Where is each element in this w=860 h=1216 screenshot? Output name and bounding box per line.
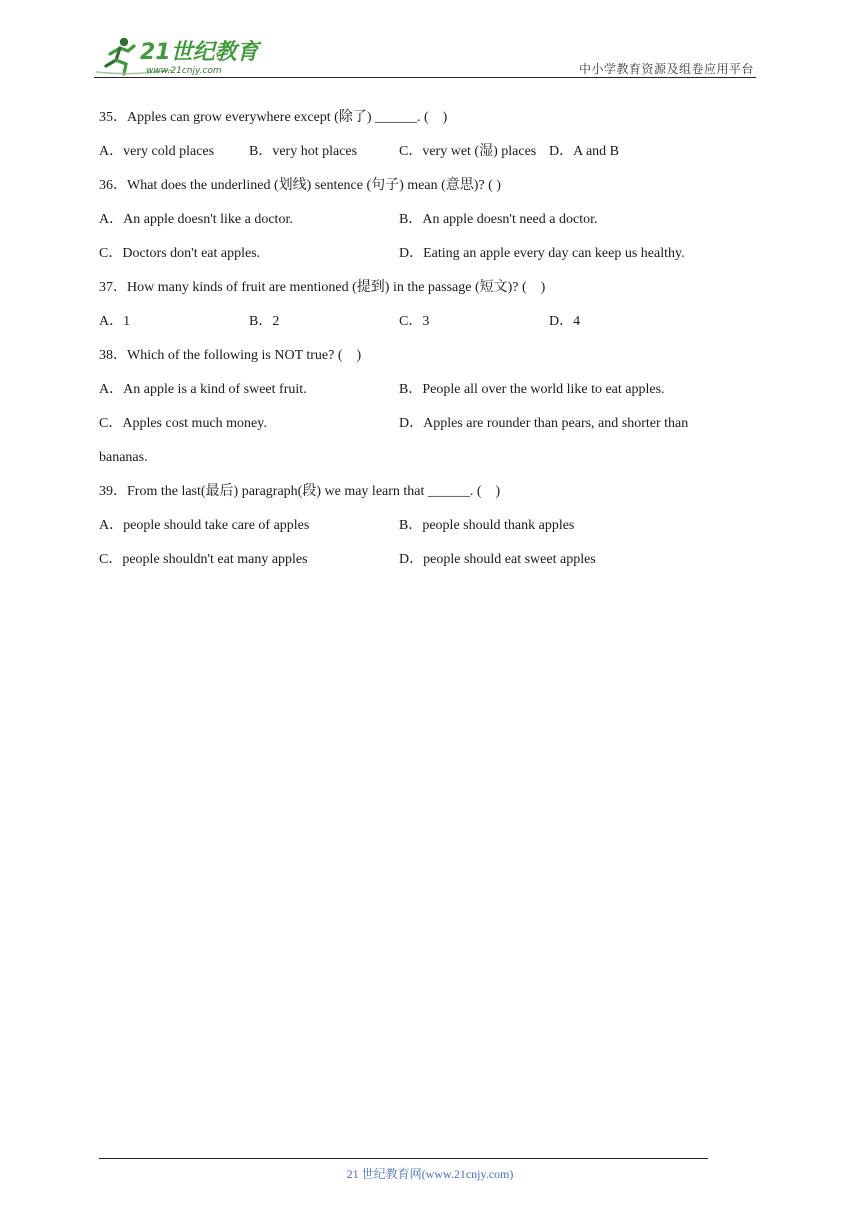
option-letter: A． bbox=[99, 144, 124, 159]
option-d-continuation bbox=[99, 441, 739, 475]
option-c[interactable] bbox=[399, 142, 549, 162]
question-37-text: 37．How many kinds of fruit are mentioned (提到) in the passage (短文)? ( ) bbox=[99, 280, 546, 295]
question-38-options-row-1 bbox=[99, 373, 739, 407]
option-letter: A． bbox=[99, 518, 124, 533]
option-text: An apple doesn't like a doctor. bbox=[123, 212, 293, 227]
footer-link[interactable]: 21 世纪教育网(www.21cnjy.com) bbox=[346, 1167, 514, 1181]
question-38-text: 38．Which of the following is NOT true? ( ) bbox=[99, 348, 362, 363]
option-letter: C． bbox=[399, 314, 423, 329]
option-a[interactable] bbox=[99, 516, 399, 536]
option-letter: C． bbox=[399, 144, 423, 159]
option-d[interactable] bbox=[399, 244, 685, 264]
question-36-text: 36．What does the underlined (划线) sentence (句子) mean (意思)? ( ) bbox=[99, 178, 501, 193]
option-letter: C． bbox=[99, 246, 123, 261]
question-39-options-row-1 bbox=[99, 509, 739, 543]
question-stem bbox=[99, 101, 739, 135]
option-d[interactable] bbox=[549, 312, 580, 332]
option-text: Apples are rounder than pears, and shorter than bbox=[423, 416, 689, 431]
question-stem bbox=[99, 475, 739, 509]
option-letter: D． bbox=[399, 552, 424, 567]
option-letter: B． bbox=[399, 212, 423, 227]
svg-text:21世纪教育: 21世纪教育 bbox=[140, 40, 259, 65]
option-letter: B． bbox=[399, 382, 423, 397]
question-37-options bbox=[99, 305, 739, 339]
option-a[interactable] bbox=[99, 142, 249, 162]
option-c[interactable] bbox=[99, 414, 399, 434]
option-letter: A． bbox=[99, 382, 124, 397]
option-d[interactable] bbox=[399, 550, 596, 570]
option-letter: B． bbox=[249, 144, 273, 159]
option-letter: D． bbox=[549, 314, 574, 329]
option-text: People all over the world like to eat apples. bbox=[422, 382, 665, 397]
option-letter: C． bbox=[99, 416, 123, 431]
option-text: An apple is a kind of sweet fruit. bbox=[123, 382, 307, 397]
option-text: very hot places bbox=[272, 144, 358, 159]
option-text: 2 bbox=[272, 314, 280, 329]
footer-divider bbox=[99, 1158, 708, 1159]
question-36-options-row-1 bbox=[99, 203, 739, 237]
option-letter: A． bbox=[99, 314, 124, 329]
question-stem bbox=[99, 339, 739, 373]
option-letter: A． bbox=[99, 212, 124, 227]
option-text: A and B bbox=[573, 144, 620, 159]
option-text: 3 bbox=[422, 314, 430, 329]
option-b[interactable] bbox=[249, 312, 399, 332]
option-text: 1 bbox=[123, 314, 131, 329]
question-stem bbox=[99, 271, 739, 305]
option-text: people shouldn't eat many apples bbox=[122, 552, 308, 567]
question-35-text: 35．Apples can grow everywhere except (除了) ______. ( ) bbox=[99, 110, 448, 125]
option-letter: B． bbox=[249, 314, 273, 329]
option-a[interactable] bbox=[99, 380, 399, 400]
page-header bbox=[94, 30, 756, 78]
question-35-options bbox=[99, 135, 739, 169]
option-text: very cold places bbox=[123, 144, 215, 159]
option-text-continuation: bananas. bbox=[99, 450, 148, 465]
option-text: An apple doesn't need a doctor. bbox=[422, 212, 598, 227]
question-list bbox=[99, 101, 739, 577]
option-letter: D． bbox=[549, 144, 574, 159]
option-a[interactable] bbox=[99, 312, 249, 332]
question-stem bbox=[99, 169, 739, 203]
option-text: people should take care of apples bbox=[123, 518, 310, 533]
option-letter: B． bbox=[399, 518, 423, 533]
brand-logo bbox=[94, 32, 264, 78]
option-letter: D． bbox=[399, 246, 424, 261]
option-c[interactable] bbox=[99, 244, 399, 264]
option-b[interactable] bbox=[399, 380, 699, 400]
option-a[interactable] bbox=[99, 210, 399, 230]
option-c[interactable] bbox=[99, 550, 399, 570]
option-b[interactable] bbox=[399, 516, 699, 536]
option-text: Eating an apple every day can keep us healthy. bbox=[423, 246, 685, 261]
option-d[interactable] bbox=[549, 142, 619, 162]
header-divider bbox=[94, 77, 756, 78]
option-text: very wet (湿) places bbox=[422, 144, 537, 159]
option-text: people should thank apples bbox=[422, 518, 575, 533]
option-text: Apples cost much money. bbox=[122, 416, 267, 431]
option-c[interactable] bbox=[399, 312, 549, 332]
svg-text:www.21cnjy.com: www.21cnjy.com bbox=[146, 66, 222, 76]
runner-logo-icon bbox=[94, 32, 264, 78]
option-text: 4 bbox=[573, 314, 581, 329]
option-letter: D． bbox=[399, 416, 424, 431]
question-36-options-row-2 bbox=[99, 237, 739, 271]
option-text: Doctors don't eat apples. bbox=[122, 246, 261, 261]
option-letter: C． bbox=[99, 552, 123, 567]
question-39-options-row-2 bbox=[99, 543, 739, 577]
option-b[interactable] bbox=[399, 210, 699, 230]
question-39-text: 39．From the last(最后) paragraph(段) we may learn that ______. ( ) bbox=[99, 484, 501, 499]
option-d[interactable] bbox=[399, 414, 688, 434]
option-b[interactable] bbox=[249, 142, 399, 162]
option-text: people should eat sweet apples bbox=[423, 552, 596, 567]
platform-name: 中小学教育资源及组卷应用平台 bbox=[578, 62, 754, 76]
question-38-options-row-2 bbox=[99, 407, 739, 441]
